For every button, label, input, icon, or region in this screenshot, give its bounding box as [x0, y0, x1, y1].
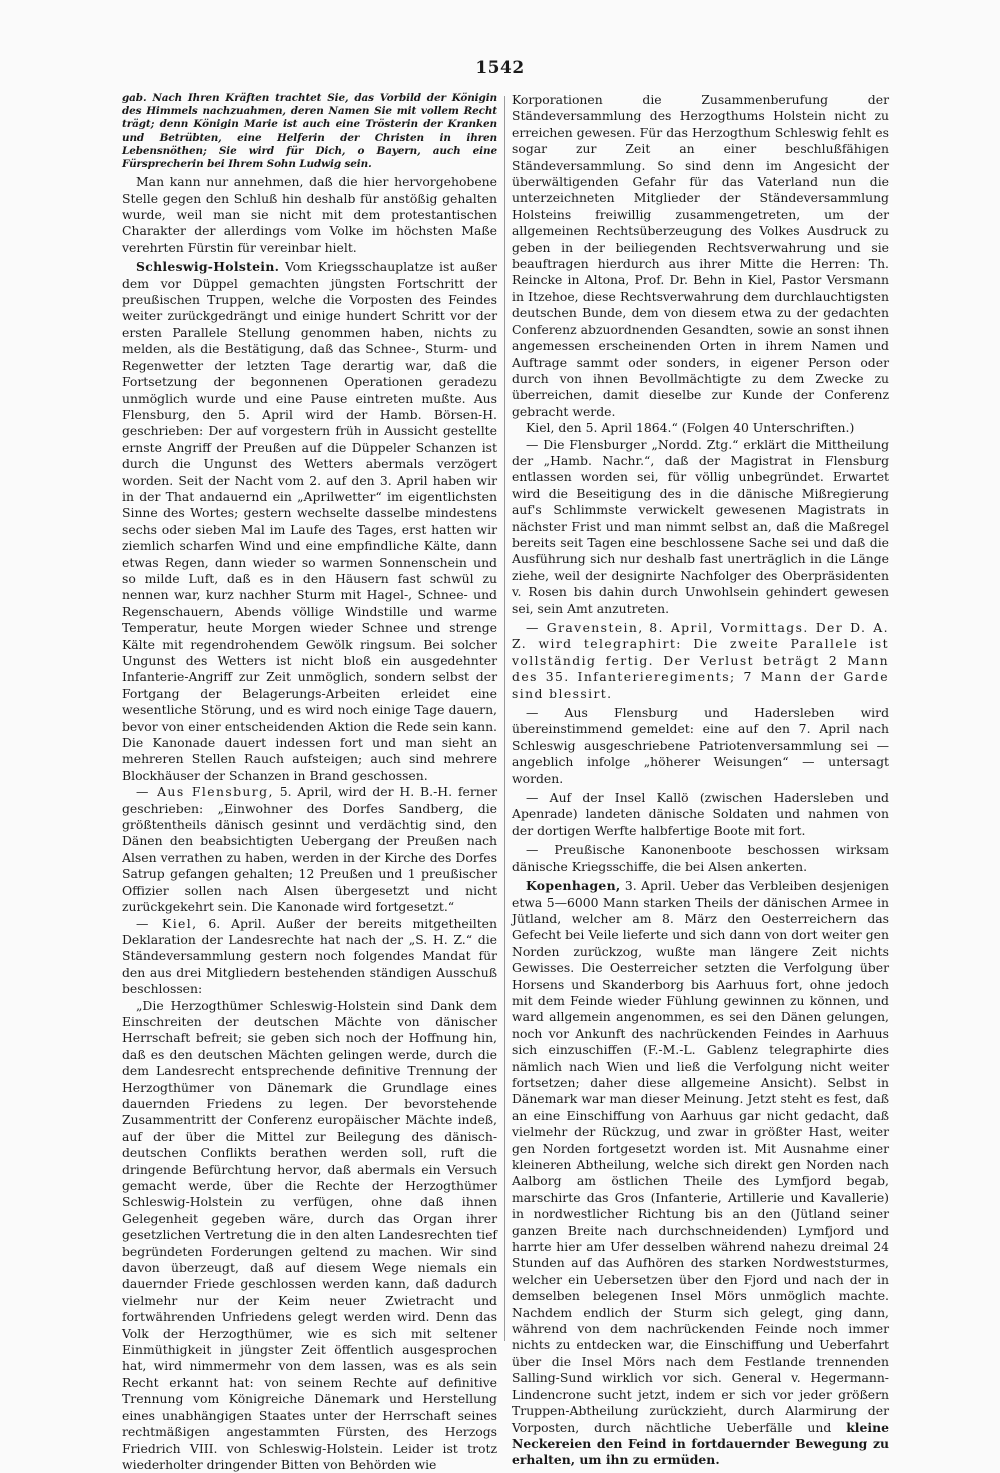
kopenhagen-article — [512, 878, 889, 1469]
left-column — [122, 92, 497, 1473]
gunboat-report: — Preußische Kanonenboote beschossen wirksam dänische Kriegsschiffe, die bei Alsen ankerten. — [512, 842, 889, 874]
article-continuation: gab. Nach Ihren Kräften trachtet Sie, das Vorbild der Königin des Himmels nachzuahmen, deren Namen Sie mit vollem Recht trägt; denn Königin Marie ist auch eine Trösterin der Kranken und Betrübten, eine Helferin der Christen in ihren Lebensnöthen; Sie wird für Dich, o Bayern, auch eine Fürsprecherin bei Ihrem Sohn Ludwig sein. — [122, 92, 497, 171]
flensburg-magistrate-report: — Die Flensburger „Nordd. Ztg.“ erklärt die Mittheilung der „Hamb. Nachr.“, daß der Magistrat in Flensburg entlassen worden sei, für völlig unbegründet. Erwartet wird die Beseitigung des in die dänische Mißregierung auf's Schlimmste verwickelt gewesenen Magistrats in nächster Frist und man nimmt selbst an, daß die Maßregel bereits seit Tagen eine beschlossene Sache sei und daß die Ausführung sich nur deshalb fast unerträglich in die Länge ziehe, weil der designirte Nachfolger des Oberpräsidenten v. Rosen bis dahin durch Unwohlsein gehindert gewesen sei, sein Amt anzutreten. — [512, 436, 889, 616]
article-text: Vom Kriegsschauplatze ist außer dem vor Düppel gemachten jüngsten Fortschritt der preußischen Truppen, welche die Vorposten des Feindes weiter zurückgedrängt und einige hundert Schritt vor der ersten Parallele Stellung genommen haben, nichts zu melden, als die Bestätigung, daß das Schnee-, Sturm- und Regenwetter der letzten Tage derartig war, daß die Fortsetzung der begonnenen Operationen geradezu unmöglich wurde und eine Pause eintreten mußte. Aus Flensburg, den 5. April wird der Hamb. Börsen-H. geschrieben: Der auf vorgestern früh in Aussicht gestellte ernste Angriff der Preußen auf die Düppeler Schanzen ist durch die Ungunst des Wetters abermals verzögert worden. Seit der Nacht vom 2. auf den 3. April haben wir in der That andauernd ein „Aprilwetter“ im eigentlichsten Sinne des Wortes; gestern wechselte dasselbe mindestens sechs oder sieben Mal im Laufe des Tages, erst hatten wir ziemlich scharfen Wind und eine empfindliche Kälte, dann etwas Regen, dann wieder so warmen Sonnenschein und so milde Luft, daß es in den Häusern fast schwül zu nennen war, kurz nachher Sturm mit Hagel-, Schnee- und Regenschauern, Abends völlige Windstille und warme Temperatur, heute Morgen wieder Schnee und strenge Kälte mit regendrohendem Gewölk ringsum. Bei solcher Ungunst des Wetters ist nicht bloß ein ausgedehnter Infanterie-Angriff zur Zeit unmöglich, sondern selbst der Fortgang der Belagerungs-Arbeiten erleidet eine wesentliche Störung, und es wird noch einige Tage dauern, bevor von einer entscheidenden Aktion die Rede sein kann. Die Kanonade dauert indessen fort und man sieht an mehreren Stellen Rauch aufsteigen; auch sind mehrere Blockhäuser der Schanzen in Brand geschossen. — [122, 259, 497, 783]
dateline-gravenstein: — Gravenstein, — [526, 620, 644, 635]
dateline-kiel: — Kiel, — [136, 915, 198, 931]
gravenstein-report — [512, 620, 889, 702]
column-divider — [504, 96, 505, 1341]
article-text: 8. April, Vormittags. Der D. A. Z. wird telegraphirt: Die zweite Parallele ist vollständig fertig. Der Verlust beträgt 2 Mann des 35. Infanterieregiments; 7 Mann der Garde sind blessirt. — [512, 620, 889, 701]
kallo-report: — Auf der Insel Kallö (zwischen Hadersleben und Apenrade) landeten dänische Soldaten und nahmen von der dortigen Werfte halbfertige Boote mit fort. — [512, 790, 889, 838]
right-column — [512, 92, 889, 1469]
article-text: 3. April. Ueber das Verbleiben desjenigen etwa 5—6000 Mann starken Theils der dänischen Armee in Jütland, welcher am 8. März den Oesterreichern das Gefecht bei Veile lieferte und sich dann von dort weiter gen Norden zurückzog, wußte man längere Zeit nichts Gewisses. Die Oesterreicher setzten die Verfolgung über Horsens und Skanderborg bis Aarhuus fort, ohne jedoch mit dem Feinde wieder Fühlung gewinnen zu können, und ward allgemein angenommen, es sei den Dänen gelungen, noch vor Ankunft des nachrückenden Feindes in Aarhuus sich einzuschiffen (F.-M.-L. Gablenz telegraphirte dies nämlich nach Wien und ließ die Verfolgung nicht weiter fortsetzen; daher diese allgemeine Ansicht). Selbst in Dänemark war man dieser Meinung. Jetzt steht es fest, daß an eine Einschiffung von Aarhuus gar nicht gedacht, daß vielmehr der Rückzug, und zwar in größter Hast, weiter gen Norden fortgesetzt worden ist. Mit Ausnahme einer kleineren Abtheilung, welche sich direkt gen Norden nach Aalborg am östlichen Theile des Lymfjord begab, marschirte das Gros (Infanterie, Artillerie und Kavallerie) in nordwestlicher Richtung bis an den (Jütland seiner ganzen Breite nach durchschneidenden) Lymfjord und harrte hier am Ufer desselben während nahezu dreimal 24 Stunden auf das Aufhören des starken Nordweststurmes, welcher ein Uebersetzen über den Fjord und nach der in demselben belegenen Insel Mörs unmöglich machte. Nachdem endlich der Sturm sich gelegt, ging dann, während von dem nachrückenden Feinde noch immer nichts zu entdecken war, die Einschiffung und Ueberfahrt über die Insel Mörs nach dem Festlande trennenden Salling-Sund wirklich vor sich. General v. Hegermann-Lindencrone sucht jetzt, indem er sich vor jeder größern Truppen-Abtheilung zurückzieht, durch Alarmirung der Vorposten, durch nächtliche Ueberfälle und — [512, 878, 889, 1435]
flensburg-report — [122, 784, 497, 915]
article-text: 5. April, wird der H. B.-H. ferner geschrieben: „Einwohner des Dorfes Sandberg, die größtentheils dänisch gesinnt und verdächtig sind, den Dänen den beabsichtigten Uebergang der Preußen nach Alsen verrathen zu haben, werden in der Kirche des Dorfes Satrup gefangen gehalten; 12 Preußen und 1 preußischer Offizier sollen nach Alsen übergesetzt und nicht zurückgekehrt sein. Die Kanonade wird fortgesetzt.“ — [122, 784, 497, 915]
signature-line: Kiel, den 5. April 1864.“ (Folgen 40 Unterschriften.) — [526, 420, 855, 436]
schleswig-holstein-article — [122, 259, 497, 784]
section-heading-kopenhagen: Kopenhagen, — [526, 878, 621, 894]
section-heading-schleswig-holstein: Schleswig-Holstein. — [136, 259, 280, 275]
article-text: 6. April. Außer der bereits mitgetheilten Deklaration der Landesrechte hat nach der „S. H. Z.“ die Ständeversammlung gestern noch folgendes Mandat für den aus drei Mitgliedern bestehenden ständigen Ausschuß beschlossen: — [122, 915, 497, 997]
patriot-assembly-report: — Aus Flensburg und Hadersleben wird übereinstimmend gemeldet: eine auf den 7. April nach Schleswig ausgeschriebene Patriotenversammlung sei — angeblich infolge „höherer Weisungen“ — untersagt worden. — [512, 705, 889, 786]
kiel-report — [122, 916, 497, 998]
mandate-quote-continued: Korporationen die Zusammenberufung der Ständeversammlung des Herzogthums Holstein nicht zu erreichen gewesen. Für das Herzogthum Schleswig fehlt es sogar zur Zeit an einer beschlußfähigen Ständeversammlung. So sind denn im Angesicht der überwältigenden Gefahr für das Vaterland nun die unterzeichneten Mitglieder der Ständeversammlung Holsteins freiwillig zusammengetreten, um der allgemeinen Rechtsüberzeugung des Volkes Ausdruck zu geben in der beiliegenden Rechtsverwahrung und sie beauftragen hierdurch aus ihrer Mitte die Herren: Th. Reincke in Altona, Prof. Dr. Behn in Kiel, Pastor Versmann in Itzehoe, diese Rechtsverwahrung dem durchlauchtigsten deutschen Bunde, dem von diesem etwa zu der gedachten Conferenz abzuordnenden Gesandten, sowie an sonst ihnen angemessen erscheinenden Orten in ihrem Namen und Auftrage sammt oder sonders, in eigener Person oder durch von ihnen Bevollmächtigte zu dem Zwecke zu überreichen, damit dieselbe zur Kunde der Conferenz gebracht werde. — [512, 92, 889, 419]
mandate-quote: „Die Herzogthümer Schleswig-Holstein sind Dank dem Einschreiten der deutschen Mächte von dänischer Herrschaft befreit; sie geben sich noch der Hoffnung hin, daß es den deutschen Mächten gelingen werde, durch die dem Landesrecht entsprechende definitive Trennung der Herzogthümer von Dänemark die Grundlage eines dauernden Friedens zu legen. Der bevorstehende Zusammentritt der Conferenz europäischer Mächte indeß, auf der über die Mittel zur Beilegung des dänisch-deutschen Conflikts berathen werden soll, ruft die dringende Befürchtung hervor, daß abermals ein Versuch gemacht werde, über die Rechte der Herzogthümer Schleswig-Holstein zu verfügen, ohne daß ihnen Gelegenheit gegeben wäre, durch das Organ ihrer gesetzlichen Vertretung die in den alten Landesrechten tief begründeten Forderungen geltend zu machen. Wir sind davon überzeugt, daß auf diesem Wege niemals ein dauernder Friede geschlossen werden kann, daß dadurch vielmehr nur der Keim neuer Zwietracht und fortwährenden Unfriedens gelegt werden wird. Denn das Volk der Herzogthümer, wie es sich mit seltener Einmüthigkeit in jüngster Zeit öffentlich ausgesprochen hat, wird nimmermehr von dem lassen, was es als sein Recht erkannt hat: von seinem Rechte auf definitive Trennung vom Königreiche Dänemark und Herstellung eines unabhängigen Staates unter der Herrschaft seines rechtmäßigen angestammten Fürsten, des Herzogs Friedrich VIII. von Schleswig-Holstein. Leider ist trotz wiederholter dringender Bitten von Behörden wie — [122, 997, 497, 1472]
article-text-bold-tail: kleine Neckereien den Feind in fortdauernder Bewegung zu erhalten, um ihn zu ermüden. — [512, 1419, 889, 1468]
commentary-paragraph: Man kann nur annehmen, daß die hier hervorgehobene Stelle gegen den Schluß hin deshalb für anstößig gehalten wurde, weil man sie nicht mit dem protestantischen Charakter der allerdings vom Volke im höchsten Maße verehrten Fürstin für vereinbar hielt. — [122, 174, 497, 255]
dateline-flensburg: — Aus Flensburg, — [136, 784, 274, 800]
page-number: 1542 — [475, 58, 525, 78]
